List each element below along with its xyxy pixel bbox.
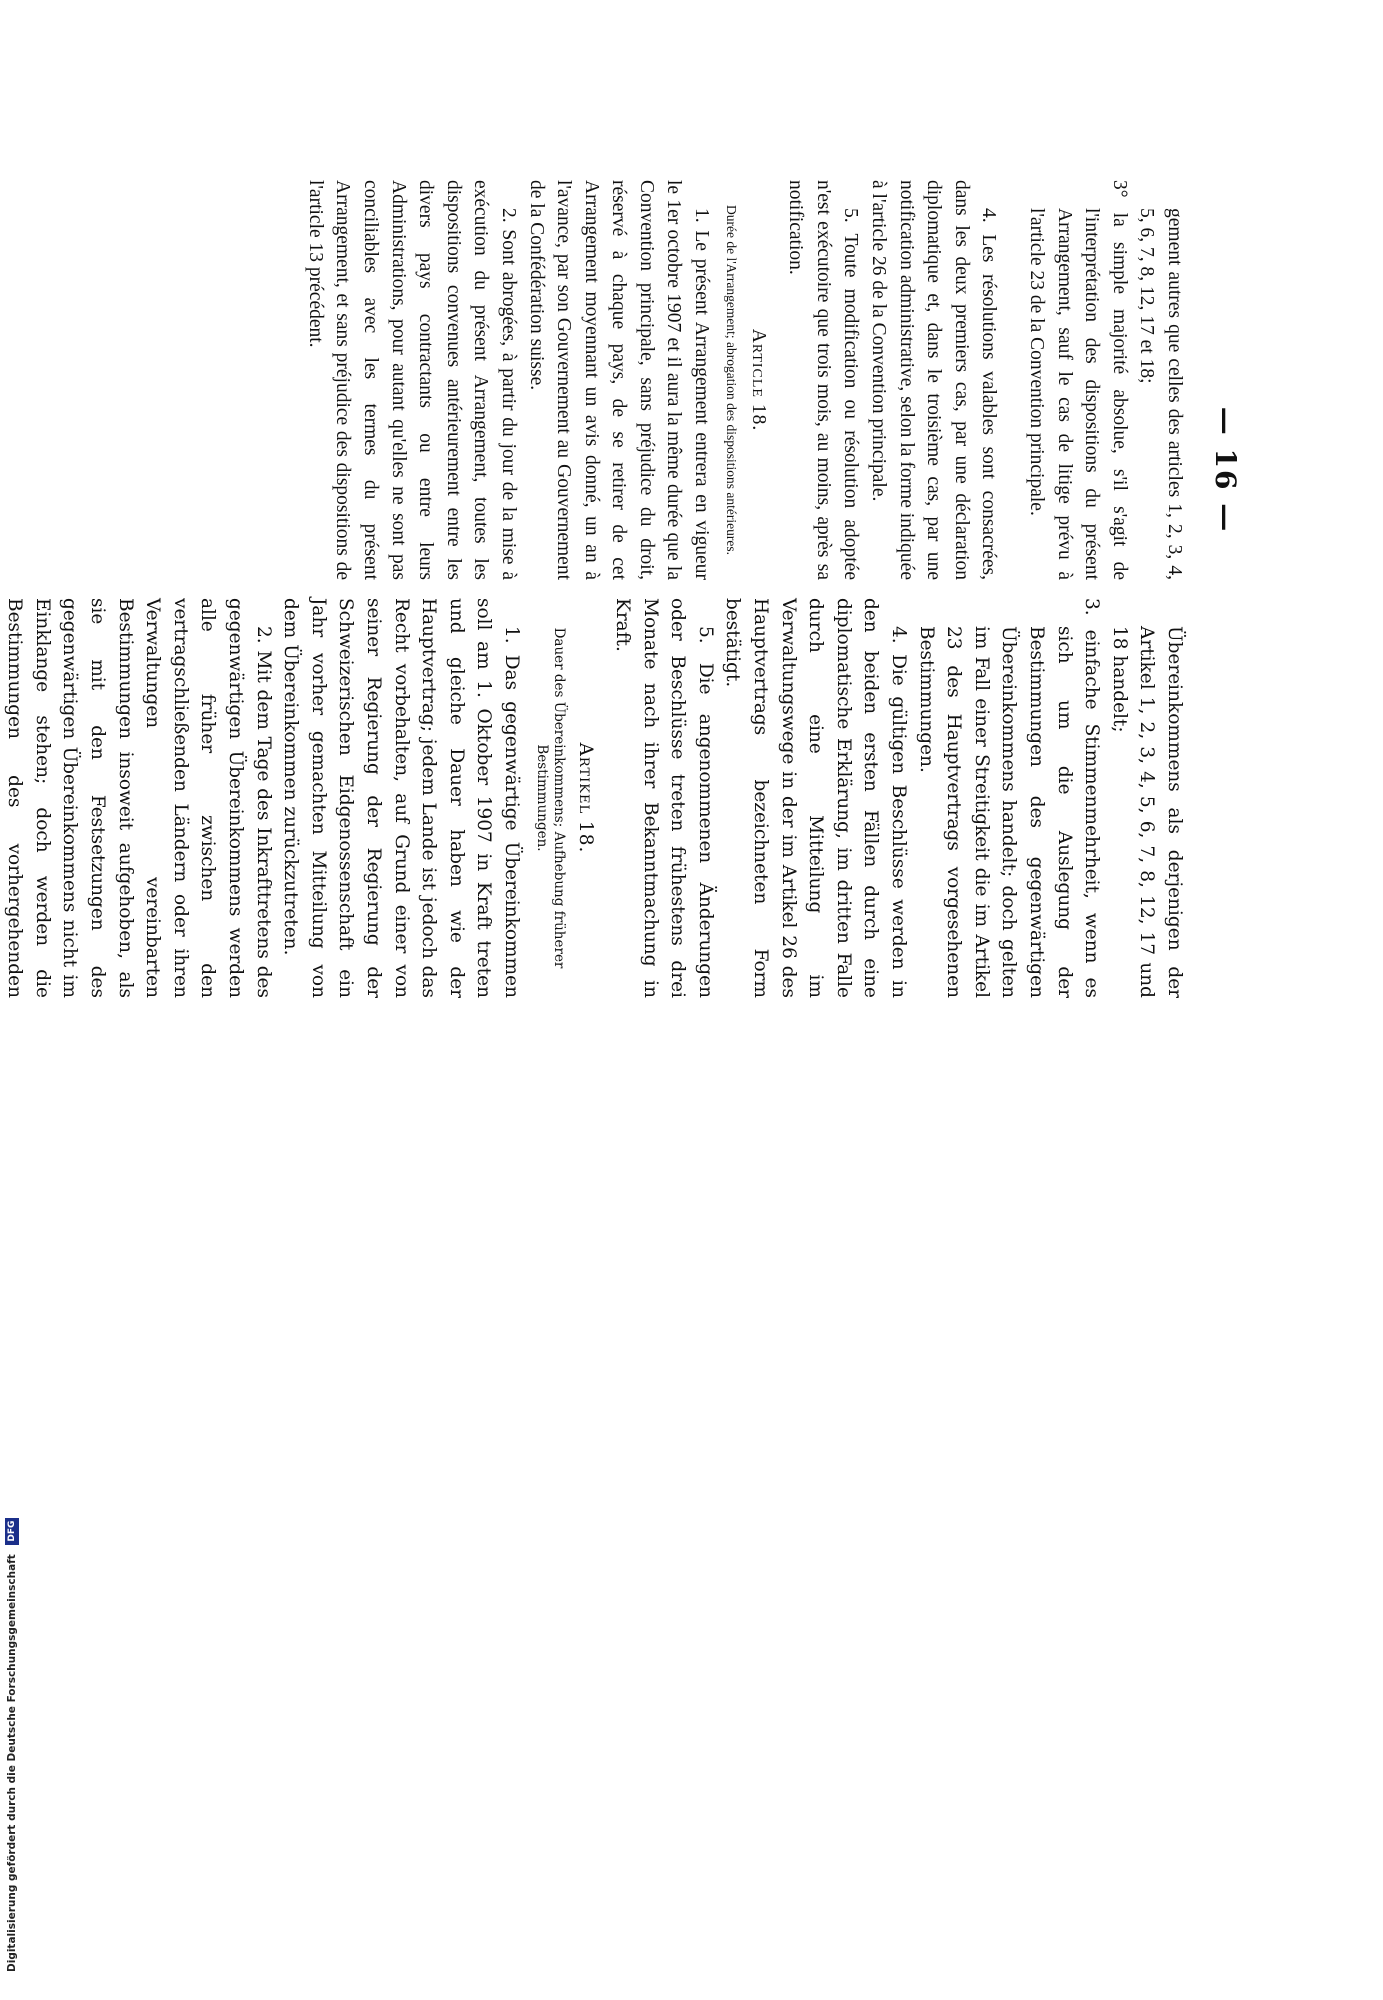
- german-paragraph-6: 2. Mit dem Tage des Inkrafttretens des gegenwärtigen Übereinkommens werden alle früher zwischen den vertragschließenden Ländern oder ihren Verwaltungen vereinbarten Bestimmungen insoweit aufgehoben, als sie mit den Festsetzungen des gegenwärtigen Übereinkommens nicht im Einklange stehen; doch werden die Bestimmungen des vorhergehenden: [4, 598, 274, 998]
- german-paragraph-4: 5. Die angenommenen Änderungen oder Beschlüsse treten frühestens drei Monate nach ihrer Bekanntmachung in Kraft.: [612, 598, 716, 998]
- french-paragraph-6: 2. Sont abrogées, à partir du jour de la mise à exécution du présent Arrangement, toutes les dispositions convenues antérieurement entre les divers pays contractants ou entre leurs Administrations, pour autant qu'elles ne sont pas conciliables avec les termes du présent Arrangement, et sans préjudice des dispositions de l'article 13 précédent.: [304, 180, 519, 580]
- digitization-note: [0, 1000, 24, 2000]
- german-column: [0, 598, 1188, 998]
- french-paragraph-4: 5. Toute modification ou résolution adoptée n'est exécutoire que trois mois, au moins, après sa notification.: [785, 180, 862, 580]
- dfg-logo: DFG: [5, 1518, 19, 1545]
- scanned-page: [4, 0, 1250, 998]
- german-paragraph-5: 1. Das gegenwärtige Übereinkommen soll am 1. Oktober 1907 in Kraft treten und gleiche Dauer haben wie der Hauptvertrag; jedem Lande ist jedoch das Recht vorbehalten, auf Grund einer von seiner Regierung der Regierung der Schweizerischen Eidgenossenschaft ein Jahr vorher gemachten Mitteilung von dem Übereinkommen zurückzutreten.: [280, 598, 522, 998]
- german-article-title: Artikel 18.: [574, 742, 596, 854]
- french-paragraph-3: 4. Les résolutions valables sont consacrées, dans les deux premiers cas, par une déclaration diplomatique et, dans le troisième cas, par une notification administrative, selon la forme indiquée à l'article 26 de la Convention principale.: [868, 180, 1000, 580]
- french-article-subtitle: Durée de l'Arrangement; abrogation des dispositions antérieures.: [724, 205, 740, 555]
- page-content: [4, 0, 1250, 998]
- german-paragraph-2: 3. einfache Stimmenmehrheit, wenn es sich um die Auslegung der Bestimmungen des gegenwärtigen Übereinkommens handelt; doch gelten im Fall einer Streitigkeit die im Artikel 23 des Hauptvertrags vorgesehenen Bestimmungen.: [915, 598, 1103, 998]
- french-paragraph-2: 3° la simple majorité absolue, s'il s'agit de l'interprétation des dispositions du présent Arrangement, sauf le cas de litige prévu à l'article 23 de la Convention principale.: [1026, 180, 1130, 580]
- french-paragraph-1: gement autres que celles des articles 1, 2, 3, 4, 5, 6, 7, 8, 12, 17 et 18;: [1136, 208, 1185, 580]
- german-article-subtitle: Dauer des Übereinkommens; Aufhebung früherer Bestimmungen.: [533, 627, 567, 969]
- french-article-title: Article 18.: [747, 328, 769, 432]
- french-column: [301, 180, 1188, 580]
- page-number: — 16 —: [1209, 406, 1242, 534]
- german-paragraph-3: 4. Die gültigen Beschlüsse werden in den beiden ersten Fällen durch eine diplomatische Erklärung, im dritten Falle durch eine Mitteilung im Verwaltungswege in der im Artikel 26 des Hauptvertrags bezeichneten Form bestätigt.: [722, 598, 910, 998]
- french-paragraph-5: 1. Le présent Arrangement entrera en vigueur le 1er octobre 1907 et il aura la même durée que la Convention principale, sans préjudice du droit, réservé à chaque pays, de se retirer de cet Arrangement moyennant un avis donné, un an à l'avance, par son Gouvernement au Gouvernement de la Confédération suisse.: [525, 180, 713, 580]
- digitization-note-text: Digitalisierung gefördert durch die Deutsche Forschungsgemeinschaft: [6, 1554, 18, 1972]
- german-paragraph-1: Übereinkommens als derjenigen der Artikel 1, 2, 3, 4, 5, 6, 7, 8, 12, 17 und 18 handelt;: [1108, 626, 1185, 998]
